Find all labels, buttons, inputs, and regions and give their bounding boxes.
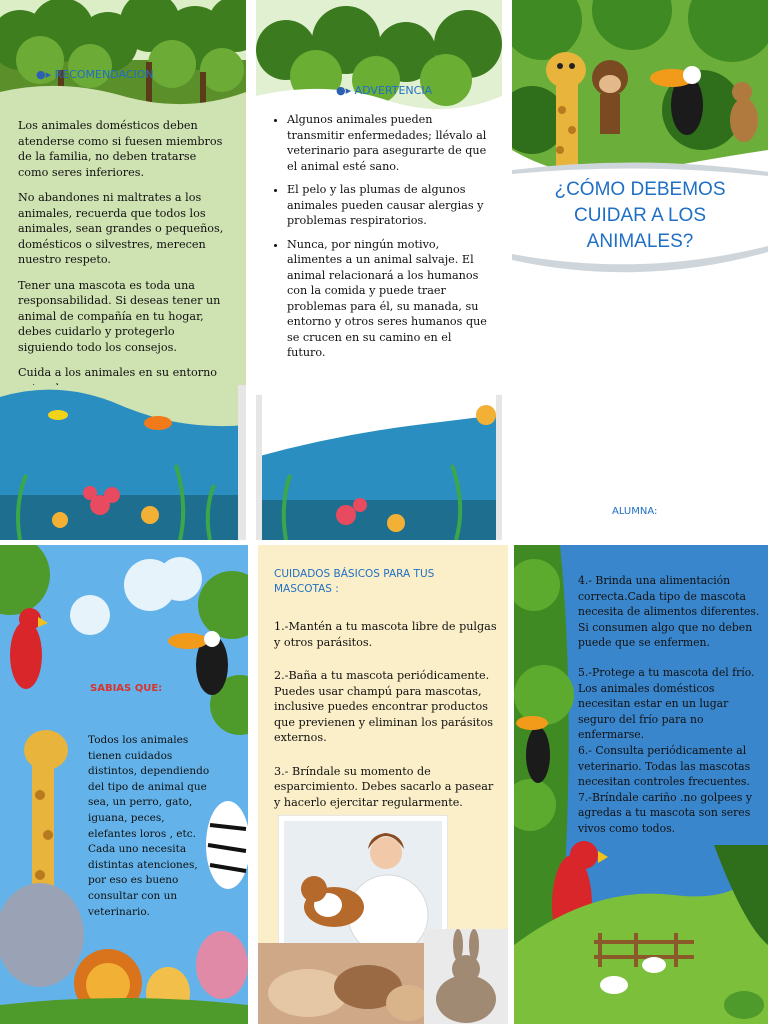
recomendacion-paragraph: Los animales domésticos deben atenderse como si fuesen miembros de la familia, no deben tratarse como seres inferiores. xyxy=(18,119,223,179)
advertencia-bullet: • El pelo y las plumas de algunos animales pueden causar alergias y problemas respiratorios. xyxy=(287,182,492,229)
advertencia-heading: ●▸ ADVERTENCIA xyxy=(336,84,433,97)
advertencia-bullet: • Nunca, por ningún motivo, alimentes a un animal salvaje. El animal relacionará a los humanos con la comida y puede traer problemas para él, su manada, su entorno y otros seres humanos que se crucen en su camino en el futuro. xyxy=(287,237,492,361)
heading-bullet-icon: ●▸ xyxy=(36,68,52,81)
panel-recomendacion xyxy=(0,0,246,540)
panel-cuidados-continuacion xyxy=(514,545,768,1024)
cuidados-item: 2.-Baña a tu mascota periódicamente. Puedes usar champú para mascotas, inclusive puedes encontrar productos que previenen y eliminan los parásitos externos. xyxy=(274,669,494,744)
cuidados-item: 5.-Protege a tu mascota del frío. Los animales domésticos necesitan estar en un lugar seguro del frío para no enfermarse. xyxy=(578,665,755,742)
panel-cuidados-basicos xyxy=(258,545,508,1024)
recomendacion-paragraph: No abandones ni maltrates a los animales, recuerda que todos los animales, sean grandes o pequeños, domésticos o silvestres, merecen nuestro respeto. xyxy=(18,191,224,266)
rabbit-photo-image xyxy=(424,929,508,1024)
recomendacion-body xyxy=(18,118,230,406)
underwater-scene-image xyxy=(0,385,246,540)
advertencia-bullet: • Algunos animales pueden transmitir enfermedades; llévalo al veterinario para asegurarte de que el animal esté sano. xyxy=(287,112,492,174)
forest-banner-image xyxy=(0,0,246,110)
panel-sabias-que xyxy=(0,545,248,1024)
sabias-que-heading: SABIAS QUE: xyxy=(90,683,163,694)
underwater-scene-image xyxy=(256,395,502,540)
cuidados-item: 7.-Bríndale cariño .no golpees y agredas a tu mascota son seres vivos como todos. xyxy=(578,790,753,835)
jungle-animals-image xyxy=(512,0,768,185)
sabias-que-body: Todos los animales tienen cuidados distintos, dependiendo del tipo de animal que sea, un perro, gato, iguana, peces, elefantes loros , etc. Cada uno necesita distintas atenciones, por eso es bueno consultar con un veterinario. xyxy=(88,734,210,918)
cover-title: ¿CÓMO DEBEMOS CUIDAR A LOS ANIMALES? xyxy=(554,179,726,252)
advertencia-body xyxy=(270,112,492,369)
panel-cover xyxy=(512,0,768,540)
cuidados-heading: CUIDADOS BÁSICOS PARA TUS MASCOTAS : xyxy=(274,568,435,595)
recomendacion-heading: ●▸ RECOMENDACION xyxy=(36,68,154,81)
cuidados-item: 1.-Mantén a tu mascota libre de pulgas y otros parásitos. xyxy=(274,620,497,649)
vet-with-puppy-image xyxy=(278,815,448,950)
recomendacion-paragraph: Tener una mascota es toda una responsabilidad. Si deseas tener un animal de compañía en tu hogar, debes cuidarlo y protegerlo siguiendo todo los consejos. xyxy=(18,278,221,354)
student-label: ALUMNA: xyxy=(612,506,658,517)
cuidados-body xyxy=(274,619,500,820)
cuidados-item: 6.- Consulta periódicamente al veterinario. Todas las mascotas necesitan controles frecuentes. xyxy=(578,743,751,789)
recomendacion-paragraph: Cuida a los animales en su entorno xyxy=(18,366,218,379)
cuidados-item: 3.- Bríndale su momento de esparcimiento. Debes sacarlo a pasear y hacerlo ejercitar regularmente. xyxy=(274,764,494,809)
heading-bullet-icon: ●▸ xyxy=(336,84,352,97)
cuidados-item: 4.- Brinda una alimentación correcta.Cada tipo de mascota necesita de alimentos diferentes. Si consumen algo que no deben puede que se enfermen. xyxy=(578,574,760,650)
pets-photo-image xyxy=(258,943,428,1024)
cuidados-continuacion-body xyxy=(578,573,762,837)
forest-banner-image xyxy=(256,0,502,115)
panel-advertencia xyxy=(256,0,502,540)
